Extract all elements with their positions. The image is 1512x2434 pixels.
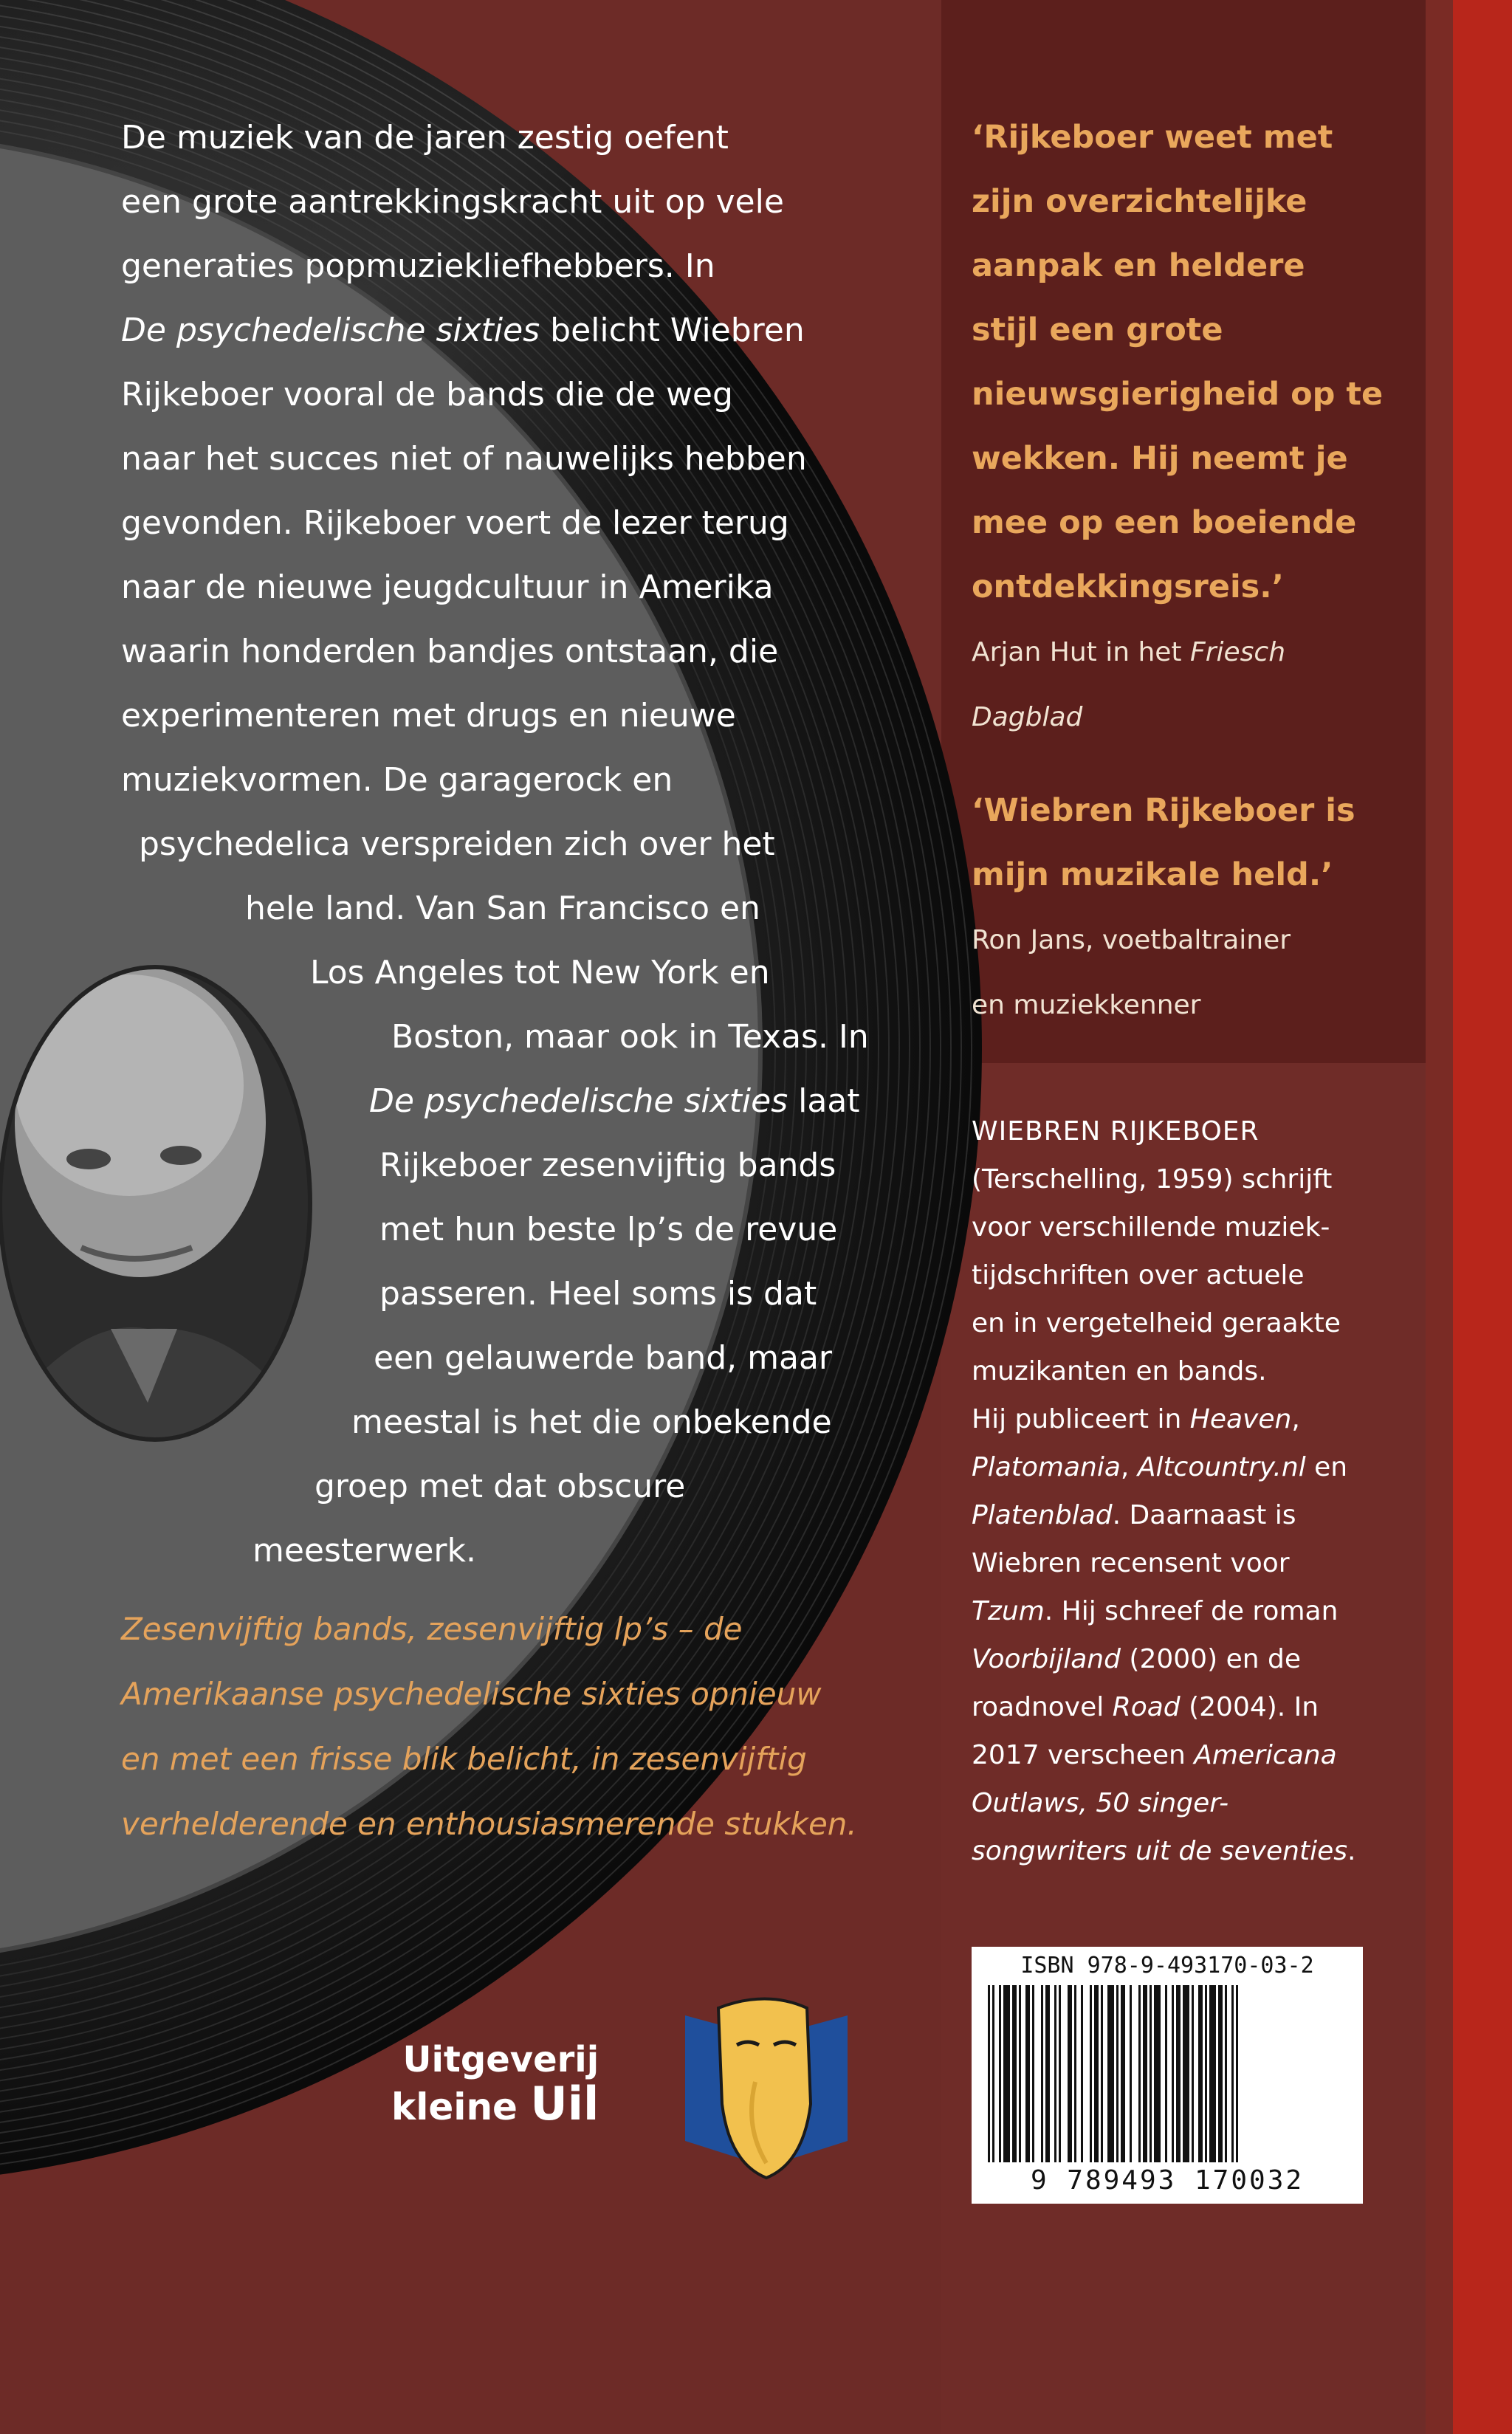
barcode-bar bbox=[1176, 1985, 1181, 2162]
description bbox=[121, 106, 869, 1583]
barcode-bar bbox=[1045, 1985, 1050, 2162]
description-line: een gelauwerde band, maar bbox=[374, 1339, 833, 1377]
bio-line: Wiebren recensent voor bbox=[972, 1548, 1290, 1578]
attribution-line bbox=[972, 620, 1285, 685]
description-line: Rijkeboer zesenvijftig bands bbox=[379, 1146, 836, 1184]
tagline-line: Zesenvijftig bands, zesenvijftig lp’s – de bbox=[121, 1611, 743, 1647]
barcode-bar bbox=[1003, 1985, 1010, 2162]
author-bio bbox=[972, 1107, 1355, 1875]
bio-italic: Altcountry.nl bbox=[1137, 1452, 1306, 1482]
bio-text: . Daarnaast is bbox=[1112, 1500, 1296, 1530]
description-line: met hun beste lp’s de revue bbox=[379, 1211, 838, 1248]
attribution-source: Friesch bbox=[1189, 637, 1286, 667]
bio-text: . Hij schreef de roman bbox=[1044, 1596, 1339, 1626]
quote-2-attribution bbox=[972, 908, 1291, 1038]
quote-line: stijl een grote bbox=[972, 312, 1223, 348]
bio-text: . bbox=[1347, 1836, 1356, 1866]
barcode-bar bbox=[1225, 1985, 1227, 2162]
quote-1-attribution bbox=[972, 620, 1285, 750]
barcode-bar bbox=[1198, 1985, 1203, 2162]
bio-line bbox=[972, 1587, 1355, 1635]
bio-line bbox=[972, 1827, 1355, 1875]
bio-text: 2017 verscheen bbox=[972, 1740, 1195, 1770]
description-line: naar de nieuwe jeugdcultuur in Amerika bbox=[121, 568, 774, 606]
barcode-bar bbox=[1205, 1985, 1207, 2162]
barcode-bar bbox=[1143, 1985, 1147, 2162]
bio-text: Hij publiceert in bbox=[972, 1404, 1190, 1434]
quote-line: mee op een boeiende bbox=[972, 504, 1357, 541]
barcode-bar bbox=[1107, 1985, 1114, 2162]
barcode-bar bbox=[1041, 1985, 1043, 2162]
tagline-line: verhelderende en enthousiasmerende stukken. bbox=[121, 1806, 857, 1842]
bio-line bbox=[972, 1443, 1355, 1491]
description-line: Boston, maar ook in Texas. In bbox=[391, 1018, 869, 1056]
description-line bbox=[369, 1069, 869, 1133]
attribution-author: Arjan Hut in het bbox=[972, 637, 1190, 667]
bio-text: , bbox=[1120, 1452, 1138, 1482]
attribution-line: Ron Jans, voetbaltrainer bbox=[972, 925, 1291, 955]
barcode-bar bbox=[1231, 1985, 1234, 2162]
bio-line bbox=[972, 1683, 1355, 1731]
description-line: De muziek van de jaren zestig oefent bbox=[121, 119, 729, 157]
bio-italic: Voorbijland bbox=[972, 1644, 1121, 1674]
barcode-bar bbox=[1116, 1985, 1118, 2162]
barcode-bar bbox=[1012, 1985, 1017, 2162]
bio-italic: Road bbox=[1112, 1692, 1181, 1722]
quote-line: ‘Rijkeboer weet met bbox=[972, 119, 1333, 156]
bio-line: en in vergetelheid geraakte bbox=[972, 1308, 1341, 1338]
publisher-line-1: Uitgeverij bbox=[402, 2039, 599, 2080]
barcode-bar bbox=[1032, 1985, 1034, 2162]
barcode-bar bbox=[1019, 1985, 1021, 2162]
publisher-line-2 bbox=[391, 2077, 599, 2131]
barcode-bar bbox=[999, 1985, 1001, 2162]
barcode-bar bbox=[1150, 1985, 1152, 2162]
barcode-bar bbox=[1090, 1985, 1092, 2162]
barcode-bar bbox=[1081, 1985, 1083, 2162]
description-line: naar het succes niet of nauwelijks hebben bbox=[121, 440, 807, 478]
isbn-barcode bbox=[972, 1947, 1363, 2204]
book-title-italic: De psychedelische sixties bbox=[121, 312, 540, 349]
isbn-label: ISBN 978-9-493170-03-2 bbox=[1020, 1953, 1314, 1979]
bio-italic: Platomania bbox=[972, 1452, 1121, 1482]
description-line: experimenteren met drugs en nieuwe bbox=[121, 697, 736, 735]
description-line: meesterwerk. bbox=[252, 1532, 476, 1570]
description-line: generaties popmuziekliefhebbers. In bbox=[121, 247, 715, 285]
attribution-source: Dagblad bbox=[972, 702, 1083, 732]
description-line: Rijkeboer vooral de bands die de weg bbox=[121, 376, 733, 413]
quote-line: zijn overzichtelijke bbox=[972, 183, 1307, 220]
description-line: groep met dat obscure bbox=[315, 1468, 686, 1505]
tagline-line: en met een frisse blik belicht, in zesenvijftig bbox=[121, 1741, 807, 1777]
quote-line: wekken. Hij neemt je bbox=[972, 440, 1348, 477]
description-line: een grote aantrekkingskracht uit op vele bbox=[121, 183, 784, 221]
book-title-italic: De psychedelische sixties bbox=[369, 1082, 788, 1120]
barcode-bar bbox=[1154, 1985, 1161, 2162]
bio-line bbox=[972, 1491, 1355, 1539]
tagline-line: Amerikaanse psychedelische sixties opnieuw bbox=[121, 1676, 822, 1712]
quote-line: ‘Wiebren Rijkeboer is bbox=[972, 792, 1355, 829]
bio-line: voor verschillende muziek- bbox=[972, 1212, 1330, 1242]
description-line: waarin honderden bandjes ontstaan, die bbox=[121, 633, 779, 670]
barcode-bar bbox=[1218, 1985, 1223, 2162]
barcode-bar bbox=[1138, 1985, 1141, 2162]
publisher-text-large: Uil bbox=[530, 2077, 599, 2131]
barcode-bar bbox=[1192, 1985, 1194, 2162]
bio-italic: Platenblad bbox=[972, 1500, 1113, 1530]
quote-line: ontdekkingsreis.’ bbox=[972, 568, 1284, 605]
barcode-bar bbox=[1094, 1985, 1099, 2162]
barcode-bar bbox=[1025, 1985, 1030, 2162]
bio-text: en bbox=[1305, 1452, 1348, 1482]
description-line: passeren. Heel soms is dat bbox=[379, 1275, 817, 1313]
quote-line: mijn muzikale held.’ bbox=[972, 856, 1333, 893]
publisher-wordmark bbox=[391, 2038, 599, 2129]
barcode-bar bbox=[1209, 1985, 1216, 2162]
barcode-bar bbox=[1101, 1985, 1103, 2162]
barcode-bar bbox=[1236, 1985, 1238, 2162]
quote-line: aanpak en heldere bbox=[972, 247, 1305, 284]
quote-line: nieuwsgierigheid op te bbox=[972, 376, 1384, 413]
bio-line bbox=[972, 1779, 1355, 1827]
bio-text: (2004). In bbox=[1180, 1692, 1319, 1722]
bio-italic: Outlaws, 50 singer- bbox=[972, 1788, 1229, 1818]
barcode-bar bbox=[1074, 1985, 1076, 2162]
description-line bbox=[121, 298, 869, 362]
barcode-bar bbox=[1054, 1985, 1056, 2162]
review-quote-1 bbox=[972, 106, 1383, 619]
description-text: laat bbox=[788, 1082, 860, 1120]
publisher-text: kleine bbox=[391, 2086, 531, 2128]
barcode-digits: 9 789493 170032 bbox=[1030, 2165, 1305, 2196]
bio-italic: Heaven bbox=[1189, 1404, 1292, 1434]
author-name: WIEBREN RIJKEBOER bbox=[972, 1116, 1260, 1146]
description-line: gevonden. Rijkeboer voert de lezer terug bbox=[121, 504, 789, 542]
description-line: Los Angeles tot New York en bbox=[310, 954, 770, 991]
bio-italic: Tzum bbox=[972, 1596, 1045, 1626]
bio-text: , bbox=[1291, 1404, 1300, 1434]
bio-line bbox=[972, 1635, 1355, 1683]
bio-italic: songwriters uit de seventies bbox=[972, 1836, 1347, 1866]
bio-line bbox=[972, 1395, 1355, 1443]
bio-italic: Americana bbox=[1194, 1740, 1337, 1770]
attribution-line: en muziekkenner bbox=[972, 990, 1201, 1020]
barcode-bar bbox=[1068, 1985, 1072, 2162]
bio-line: (Terschelling, 1959) schrijft bbox=[972, 1164, 1333, 1194]
bio-line: tijdschriften over actuele bbox=[972, 1260, 1305, 1290]
barcode-bar bbox=[1059, 1985, 1061, 2162]
barcode-bar bbox=[1165, 1985, 1167, 2162]
barcode-bar bbox=[1121, 1985, 1125, 2162]
barcode-bar bbox=[988, 1985, 990, 2162]
attribution-line bbox=[972, 685, 1285, 750]
description-text: belicht Wiebren bbox=[540, 312, 805, 349]
bio-text: (2000) en de bbox=[1120, 1644, 1301, 1674]
barcode-bar bbox=[1172, 1985, 1174, 2162]
description-line: psychedelica verspreiden zich over het bbox=[139, 825, 775, 863]
bio-text: roadnovel bbox=[972, 1692, 1113, 1722]
barcode-bar bbox=[992, 1985, 994, 2162]
bio-line: muzikanten en bands. bbox=[972, 1356, 1267, 1386]
description-line: hele land. Van San Francisco en bbox=[245, 890, 760, 927]
barcode-bar bbox=[1130, 1985, 1132, 2162]
description-line: meestal is het die onbekende bbox=[351, 1403, 832, 1441]
bio-line bbox=[972, 1731, 1355, 1779]
review-quote-2 bbox=[972, 779, 1355, 907]
owl-book-logo-icon bbox=[678, 1993, 855, 2185]
barcode-bar bbox=[1183, 1985, 1189, 2162]
description-line: muziekvormen. De garagerock en bbox=[121, 761, 673, 799]
tagline bbox=[121, 1597, 857, 1857]
